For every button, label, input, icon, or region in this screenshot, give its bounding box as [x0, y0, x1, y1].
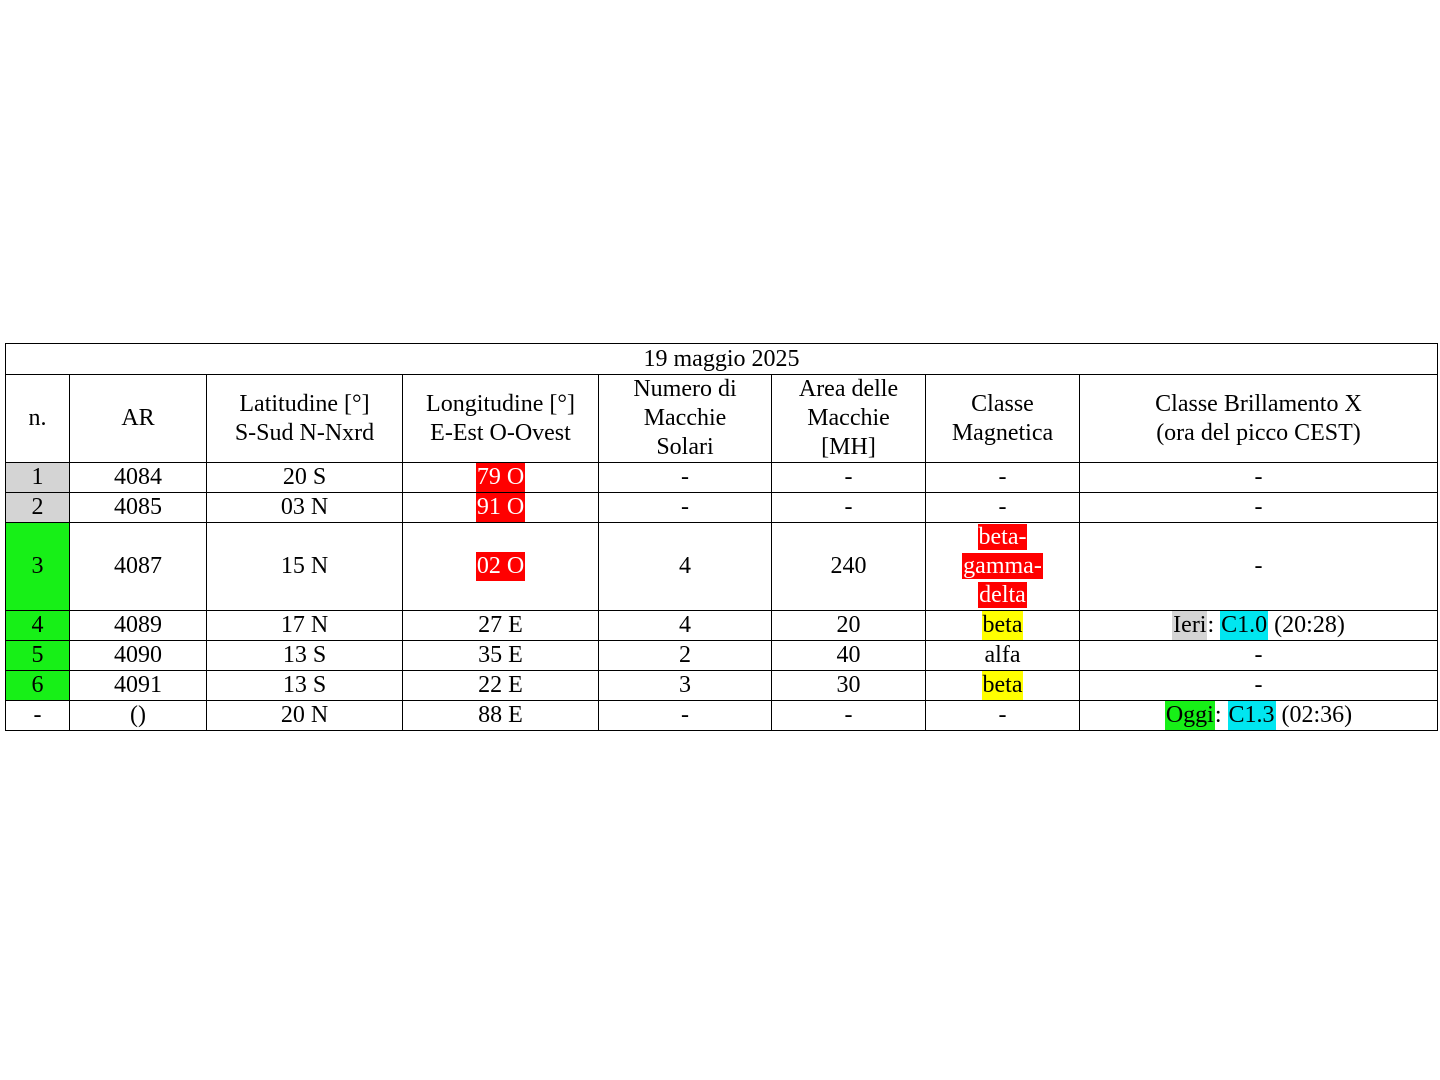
- title-row: [6, 344, 1438, 375]
- magnetic-class-part3: delta: [979, 582, 1026, 608]
- cell-longitude: 35 E: [403, 641, 599, 671]
- cell-ar: 4091: [70, 671, 207, 701]
- header-spot-area: [772, 375, 926, 463]
- header-n: n.: [6, 375, 70, 463]
- cell-n: 5: [6, 641, 70, 671]
- cell-spot-area: -: [772, 493, 926, 523]
- table-row: [6, 463, 1438, 493]
- cell-ar: 4089: [70, 611, 207, 641]
- table-row: [6, 611, 1438, 641]
- cell-n: -: [6, 701, 70, 731]
- magnetic-class-part2: gamma-: [963, 553, 1042, 579]
- header-longitude-line1: Longitudine [°]: [426, 390, 575, 417]
- cell-spot-count: -: [599, 701, 772, 731]
- magnetic-class-highlight: beta: [982, 672, 1023, 698]
- magnetic-class-highlight: beta: [982, 612, 1023, 638]
- table-row: [6, 671, 1438, 701]
- cell-spot-count: 3: [599, 671, 772, 701]
- table-row: [6, 701, 1438, 731]
- header-magnetic-class-line1: Classe: [971, 390, 1034, 417]
- flare-peak-time: (20:28): [1268, 612, 1345, 638]
- cell-n: 4: [6, 611, 70, 641]
- cell-ar: 4084: [70, 463, 207, 493]
- report-date-title: 19 maggio 2025: [6, 344, 1438, 375]
- header-latitude-line2: S-Sud N-Nxrd: [234, 419, 375, 446]
- header-latitude-line1: Latitudine [°]: [239, 390, 370, 417]
- flare-peak-time: (02:36): [1275, 702, 1353, 728]
- cell-magnetic-class: [926, 671, 1080, 701]
- cell-flare: -: [1080, 463, 1438, 493]
- header-row: [6, 375, 1438, 463]
- magnetic-class-highlight: [962, 523, 1043, 610]
- cell-latitude: 13 S: [207, 671, 403, 701]
- cell-latitude: 17 N: [207, 611, 403, 641]
- cell-spot-count: -: [599, 463, 772, 493]
- magnetic-class-part1: beta-: [978, 524, 1027, 550]
- cell-longitude: 88 E: [403, 701, 599, 731]
- cell-n: 6: [6, 671, 70, 701]
- cell-latitude: 20 N: [207, 701, 403, 731]
- flare-class-value: C1.0: [1221, 612, 1268, 638]
- cell-latitude: 03 N: [207, 493, 403, 523]
- cell-spot-area: -: [772, 463, 926, 493]
- flare-class-value: C1.3: [1228, 702, 1275, 728]
- cell-n: 1: [6, 463, 70, 493]
- header-flare-class-line2: (ora del picco CEST): [1156, 419, 1361, 446]
- cell-spot-count: -: [599, 493, 772, 523]
- cell-ar: 4087: [70, 523, 207, 611]
- header-spot-area-line1: Area delle: [798, 376, 899, 402]
- cell-spot-count: 4: [599, 523, 772, 611]
- cell-longitude: [403, 493, 599, 523]
- longitude-highlight: 79 O: [476, 464, 525, 490]
- table-row: [6, 523, 1438, 611]
- cell-longitude: [403, 463, 599, 493]
- header-ar: AR: [70, 375, 207, 463]
- longitude-highlight: 02 O: [476, 553, 525, 579]
- cell-longitude: [403, 523, 599, 611]
- cell-magnetic-class: [926, 523, 1080, 611]
- header-latitude: [207, 375, 403, 463]
- cell-flare: [1080, 611, 1438, 641]
- header-magnetic-class-line2: Magnetica: [951, 419, 1054, 446]
- header-spot-count-line2: Macchie: [643, 405, 727, 431]
- header-spot-count-line1: Numero di: [633, 376, 737, 402]
- flare-day-label: Oggi: [1165, 702, 1214, 728]
- longitude-highlight: 91 O: [476, 494, 525, 520]
- flare-separator: :: [1214, 702, 1228, 728]
- cell-ar: 4090: [70, 641, 207, 671]
- header-longitude-line2: E-Est O-Ovest: [430, 419, 571, 446]
- flare-separator: :: [1207, 612, 1221, 638]
- header-spot-count-line3: Solari: [656, 434, 714, 460]
- header-spot-count: [599, 375, 772, 463]
- cell-flare: -: [1080, 523, 1438, 611]
- cell-flare: -: [1080, 641, 1438, 671]
- cell-flare: [1080, 701, 1438, 731]
- header-flare-class-line1: Classe Brillamento X: [1155, 390, 1362, 417]
- cell-ar: (): [70, 701, 207, 731]
- cell-latitude: 15 N: [207, 523, 403, 611]
- cell-n: 2: [6, 493, 70, 523]
- cell-spot-area: 20: [772, 611, 926, 641]
- sunspot-report-table: [5, 343, 1438, 731]
- cell-magnetic-class: -: [926, 701, 1080, 731]
- cell-latitude: 20 S: [207, 463, 403, 493]
- cell-flare: -: [1080, 671, 1438, 701]
- cell-magnetic-class: alfa: [926, 641, 1080, 671]
- cell-ar: 4085: [70, 493, 207, 523]
- header-magnetic-class: [926, 375, 1080, 463]
- cell-n: 3: [6, 523, 70, 611]
- cell-spot-area: 240: [772, 523, 926, 611]
- cell-magnetic-class: -: [926, 463, 1080, 493]
- header-spot-area-line2: Macchie: [807, 405, 890, 431]
- table-row: [6, 493, 1438, 523]
- cell-magnetic-class: [926, 611, 1080, 641]
- header-spot-area-line3: [MH]: [821, 434, 876, 460]
- cell-flare: -: [1080, 493, 1438, 523]
- flare-day-label: Ieri: [1173, 612, 1207, 638]
- table-row: [6, 641, 1438, 671]
- cell-spot-area: 40: [772, 641, 926, 671]
- cell-spot-count: 2: [599, 641, 772, 671]
- cell-magnetic-class: -: [926, 493, 1080, 523]
- cell-spot-area: 30: [772, 671, 926, 701]
- cell-spot-area: -: [772, 701, 926, 731]
- header-longitude: [403, 375, 599, 463]
- cell-spot-count: 4: [599, 611, 772, 641]
- header-flare-class: [1080, 375, 1438, 463]
- cell-latitude: 13 S: [207, 641, 403, 671]
- cell-longitude: 22 E: [403, 671, 599, 701]
- cell-longitude: 27 E: [403, 611, 599, 641]
